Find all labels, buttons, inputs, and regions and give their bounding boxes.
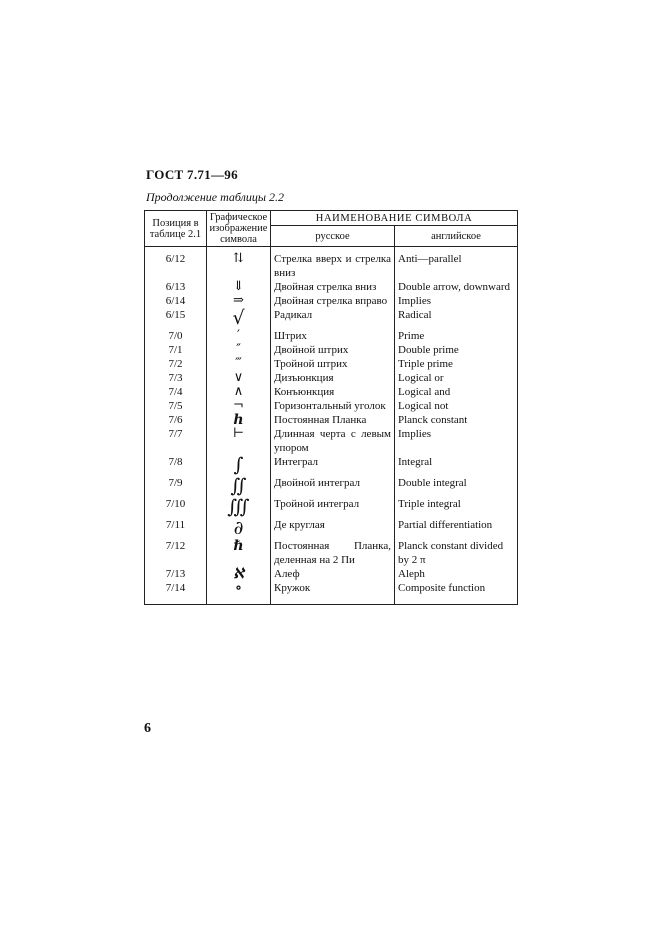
document-header: ГОСТ 7.71—96 <box>146 167 238 182</box>
position-cell: 7/10 <box>145 497 207 518</box>
page-number: 6 <box>144 721 151 736</box>
position-cell: 7/2 <box>145 357 207 371</box>
table-row <box>145 539 518 567</box>
symbol-glyph: ⇅ <box>207 247 271 281</box>
table-row <box>145 329 518 343</box>
column-header-graphic: Графическое изображение символа <box>207 211 271 247</box>
english-name-cell: Double integral <box>395 476 518 497</box>
russian-name-cell: Горизонтальный уголок <box>271 399 395 413</box>
position-cell: 7/5 <box>145 399 207 413</box>
symbol-glyph: ″ <box>207 343 271 357</box>
english-name-cell: Integral <box>395 455 518 476</box>
english-name-cell: Implies <box>395 294 518 308</box>
symbol-glyph: h <box>207 413 271 427</box>
symbol-glyph: ⇓ <box>207 280 271 294</box>
position-cell: 7/9 <box>145 476 207 497</box>
russian-name-cell: Де круглая <box>271 518 395 539</box>
symbol-glyph: ⊢ <box>207 427 271 455</box>
russian-name-cell: Дизъюнкция <box>271 371 395 385</box>
russian-name-cell: Алеф <box>271 567 395 581</box>
russian-name-cell: Двойной интеграл <box>271 476 395 497</box>
russian-name-cell: Штрих <box>271 329 395 343</box>
english-name-cell: Triple integral <box>395 497 518 518</box>
symbol-glyph: ∂ <box>207 518 271 539</box>
position-cell: 6/15 <box>145 308 207 329</box>
symbol-glyph: ′ <box>207 329 271 343</box>
table-row <box>145 581 518 605</box>
russian-name-cell: Радикал <box>271 308 395 329</box>
table-row <box>145 399 518 413</box>
table-row <box>145 308 518 329</box>
position-cell: 7/1 <box>145 343 207 357</box>
symbol-glyph: ¬ <box>207 399 271 413</box>
symbol-glyph: ℏ <box>207 539 271 567</box>
russian-name-cell: Кружок <box>271 581 395 605</box>
column-header-english: английское <box>395 226 518 247</box>
symbol-glyph: ‴ <box>207 357 271 371</box>
table-row <box>145 455 518 476</box>
english-name-cell: Planck constant divided by 2 π <box>395 539 518 567</box>
position-cell: 7/7 <box>145 427 207 455</box>
english-name-cell: Double prime <box>395 343 518 357</box>
column-header-russian: русское <box>271 226 395 247</box>
table-row <box>145 497 518 518</box>
table-row <box>145 280 518 294</box>
russian-name-cell: Тройной штрих <box>271 357 395 371</box>
symbol-glyph: ∘ <box>207 581 271 605</box>
symbol-glyph: ∧ <box>207 385 271 399</box>
table-caption: Продолжение таблицы 2.2 <box>146 190 285 204</box>
english-name-cell: Logical and <box>395 385 518 399</box>
symbol-glyph: ℵ <box>207 567 271 581</box>
table-row <box>145 567 518 581</box>
english-name-cell: Composite function <box>395 581 518 605</box>
english-name-cell: Prime <box>395 329 518 343</box>
table-row <box>145 518 518 539</box>
russian-name-cell: Длинная черта с левым упором <box>271 427 395 455</box>
position-cell: 6/13 <box>145 280 207 294</box>
table-row <box>145 413 518 427</box>
table-row <box>145 343 518 357</box>
english-name-cell: Aleph <box>395 567 518 581</box>
symbol-glyph: ∫ <box>207 455 271 476</box>
table-row <box>145 371 518 385</box>
symbol-glyph: ∭ <box>207 497 271 518</box>
russian-name-cell: Двойная стрелка вниз <box>271 280 395 294</box>
english-name-cell: Logical not <box>395 399 518 413</box>
position-cell: 7/3 <box>145 371 207 385</box>
position-cell: 7/14 <box>145 581 207 605</box>
english-name-cell: Planck constant <box>395 413 518 427</box>
russian-name-cell: Конъюнкция <box>271 385 395 399</box>
russian-name-cell: Тройной интеграл <box>271 497 395 518</box>
russian-name-cell: Интеграл <box>271 455 395 476</box>
position-cell: 6/12 <box>145 247 207 281</box>
column-header-symbol-name: НАИМЕНОВАНИЕ СИМВОЛА <box>271 211 518 226</box>
table-row <box>145 427 518 455</box>
symbol-glyph: ∨ <box>207 371 271 385</box>
english-name-cell: Partial differentiation <box>395 518 518 539</box>
english-name-cell: Triple prime <box>395 357 518 371</box>
russian-name-cell: Постоянная Планка, деленная на 2 Пи <box>271 539 395 567</box>
russian-name-cell: Постоянная Планка <box>271 413 395 427</box>
russian-name-cell: Двойной штрих <box>271 343 395 357</box>
position-cell: 7/4 <box>145 385 207 399</box>
russian-name-cell: Двойная стрелка вправо <box>271 294 395 308</box>
table-row <box>145 476 518 497</box>
russian-name-cell: Стрелка вверх и стрелка вниз <box>271 247 395 281</box>
symbol-glyph: ∬ <box>207 476 271 497</box>
position-cell: 7/8 <box>145 455 207 476</box>
symbol-glyph: ⇒ <box>207 294 271 308</box>
position-cell: 7/6 <box>145 413 207 427</box>
position-cell: 7/13 <box>145 567 207 581</box>
table-row <box>145 247 518 281</box>
table-row <box>145 294 518 308</box>
table-row <box>145 357 518 371</box>
symbol-glyph: √ <box>207 308 271 329</box>
english-name-cell: Anti—parallel <box>395 247 518 281</box>
symbol-table <box>144 210 518 605</box>
english-name-cell: Double arrow, downward <box>395 280 518 294</box>
table-row <box>145 385 518 399</box>
position-cell: 6/14 <box>145 294 207 308</box>
english-name-cell: Logical or <box>395 371 518 385</box>
english-name-cell: Implies <box>395 427 518 455</box>
position-cell: 7/11 <box>145 518 207 539</box>
english-name-cell: Radical <box>395 308 518 329</box>
position-cell: 7/0 <box>145 329 207 343</box>
position-cell: 7/12 <box>145 539 207 567</box>
column-header-position: Позиция в таблице 2.1 <box>145 211 207 247</box>
